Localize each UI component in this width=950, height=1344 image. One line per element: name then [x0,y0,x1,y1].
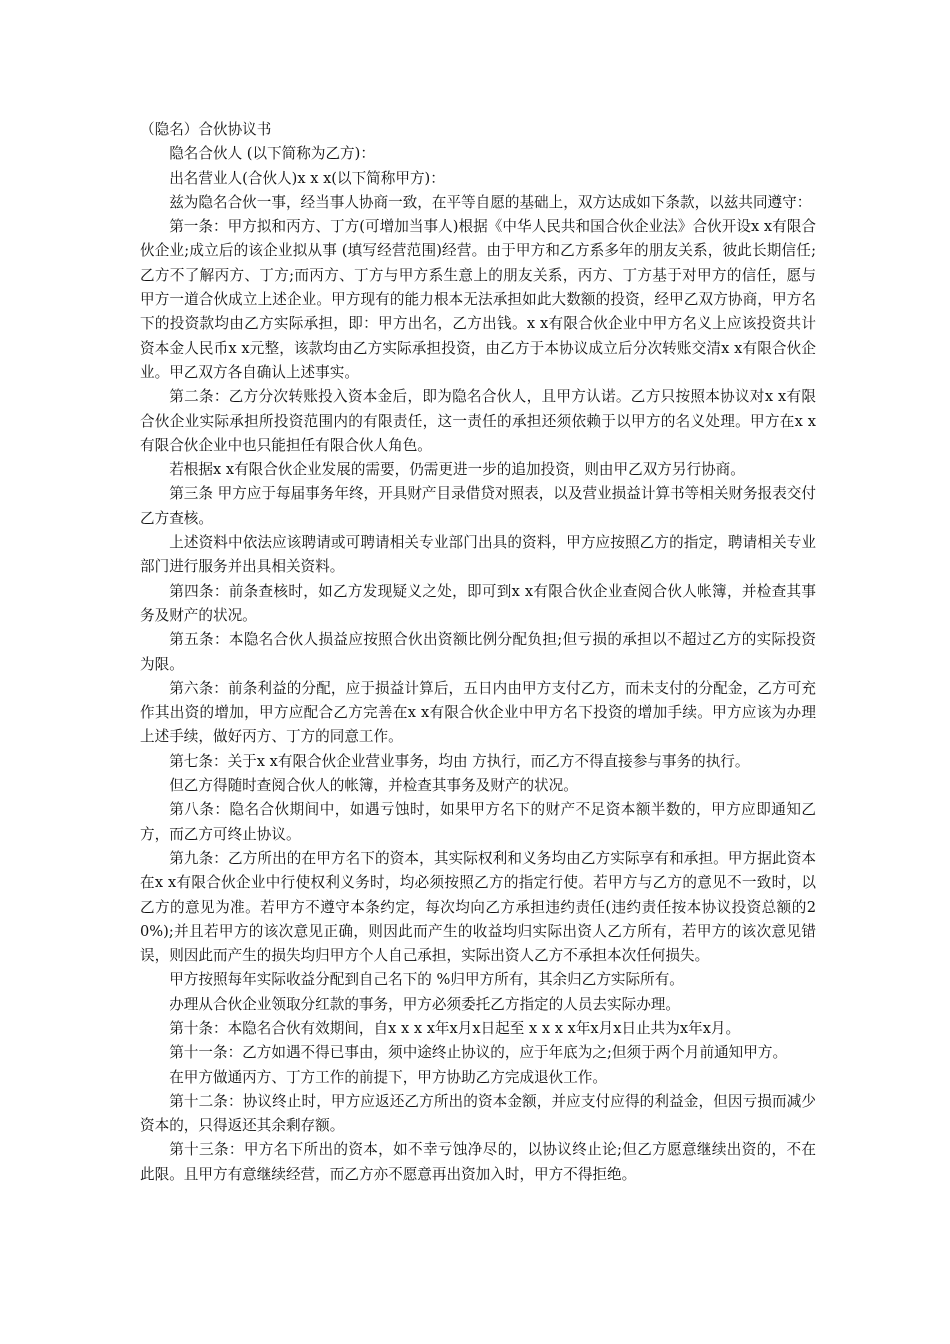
document-body [140,118,816,1187]
paragraph-article-7-addendum: 但乙方得随时查阅合伙人的帐簿，并检查其事务及财产的状况。 [169,777,578,795]
paragraph-article-3-addendum: 上述资料中依法应该聘请或可聘请相关专业部门出具的资料，甲方应按照乙方的指定，聘请相关专业部门进行服务并出具相关资料。 [140,534,816,576]
paragraph-article-2-addendum: 若根据x x有限合伙企业发展的需要，仍需更进一步的追加投资，则由甲乙双方另行协商。 [169,461,745,479]
paragraph-article-7: 第七条：关于x x有限合伙企业营业事务，均由 方执行，而乙方不得直接参与事务的执行。 [169,752,750,770]
paragraph-article-11: 第十一条：乙方如遇不得已事由，须中途终止协议的，应于年底为之;但须于两个月前通知甲方。 [169,1044,788,1062]
paragraph-article-3: 第三条 甲方应于每届事务年终，开具财产目录借贷对照表，以及营业损益计算书等相关财务报表交付乙方查核。 [140,485,816,527]
paragraph-article-10: 第十条：本隐名合伙有效期间，自x x x x年x月x日起至 x x x x年x月x日止共为x年x月。 [169,1019,741,1037]
paragraph-article-9-dividend: 办理从合伙企业领取分红款的事务，甲方必须委托乙方指定的人员去实际办理。 [169,995,680,1013]
paragraph-article-2: 第二条：乙方分次转账投入资本金后，即为隐名合伙人，且甲方认诺。乙方只按照本协议对x x有限合伙企业实际承担所投资范围内的有限责任，这一责任的承担还须依赖于以甲方的名义处理。甲方在x x有限合伙企业中也只能担任有限合伙人角色。 [140,388,816,454]
document-title: （隐名）合伙协议书 [140,121,272,138]
paragraph-preamble: 兹为隐名合伙一事，经当事人协商一致，在平等自愿的基础上，双方达成如下条款，以兹共同遵守： [169,193,812,211]
paragraph-article-1: 第一条：甲方拟和丙方、丁方(可增加当事人)根据《中华人民共和国合伙企业法》合伙开设x x有限合伙企业;成立后的该企业拟从事 (填写经营范围)经营。由于甲方和乙方系多年的朋友关系，彼此长期信任;乙方不了解丙方、丁方;而丙方、丁方与甲方系生意上的朋友关系，丙方、丁方基于对甲方的信任，愿与甲方一道合伙成立上述企业。甲方现有的能力根本无法承担如此大数额的投资，经甲乙双方协商，甲方名下的投资款均由乙方实际承担，即：甲方出名，乙方出钱。x x有限合伙企业中甲方名义上应该投资共计资本金人民币x x元整，该款均由乙方实际承担投资，由乙方于本协议成立后分次转账交清x x有限合伙企业。甲乙双方各自确认上述事实。 [140,218,816,381]
paragraph-article-9: 第九条：乙方所出的在甲方名下的资本，其实际权利和义务均由乙方实际享有和承担。甲方据此资本在x x有限合伙企业中行使权利义务时，均必须按照乙方的指定行使。若甲方与乙方的意见不一致时，以乙方的意见为准。若甲方不遵守本条约定，每次均向乙方承担违约责任(违约责任按本协议投资总额的20%);并且若甲方的该次意见正确，则因此而产生的收益均归实际出资人乙方所有，若甲方的该次意见错误，则因此而产生的损失均归甲方个人自己承担，实际出资人乙方不承担本次任何损失。 [140,849,816,965]
paragraph-article-13: 第十三条：甲方名下所出的资本，如不幸亏蚀净尽的，以协议终止论;但乙方愿意继续出资的，不在此限。且甲方有意继续经营，而乙方亦不愿意再出资加入时，甲方不得拒绝。 [140,1141,816,1183]
paragraph-article-9-profit-share: 甲方按照每年实际收益分配到自己名下的 %归甲方所有，其余归乙方实际所有。 [169,971,684,989]
paragraph-article-5: 第五条：本隐名合伙人损益应按照合伙出资额比例分配负担;但亏损的承担以不超过乙方的实际投资为限。 [140,631,816,673]
paragraph-article-12: 第十二条：协议终止时，甲方应返还乙方所出的资本金额，并应支付应得的利益金，但因亏损而减少资本的，只得返还其余剩存额。 [140,1092,816,1135]
paragraph-article-8: 第八条：隐名合伙期间中，如遇亏蚀时，如果甲方名下的财产不足资本额半数的，甲方应即通知乙方，而乙方可终止协议。 [140,801,816,843]
paragraph-hidden-partner: 隐名合伙人 (以下简称为乙方)： [169,145,375,163]
paragraph-article-6: 第六条：前条利益的分配，应于损益计算后，五日内由甲方支付乙方，而未支付的分配金，乙方可充作其出资的增加，甲方应配合乙方完善在x x有限合伙企业中甲方名下投资的增加手续。甲方应该为办理上述手续，做好丙方、丁方的同意工作。 [140,679,816,746]
paragraph-named-partner: 出名营业人(合伙人)x x x(以下简称甲方)： [169,169,445,187]
paragraph-article-11-addendum: 在甲方做通丙方、丁方工作的前提下，甲方协助乙方完成退伙工作。 [169,1068,608,1086]
paragraph-article-4: 第四条：前条查核时，如乙方发现疑义之处，即可到x x有限合伙企业查阅合伙人帐簿，并检查其事务及财产的状况。 [140,582,816,624]
